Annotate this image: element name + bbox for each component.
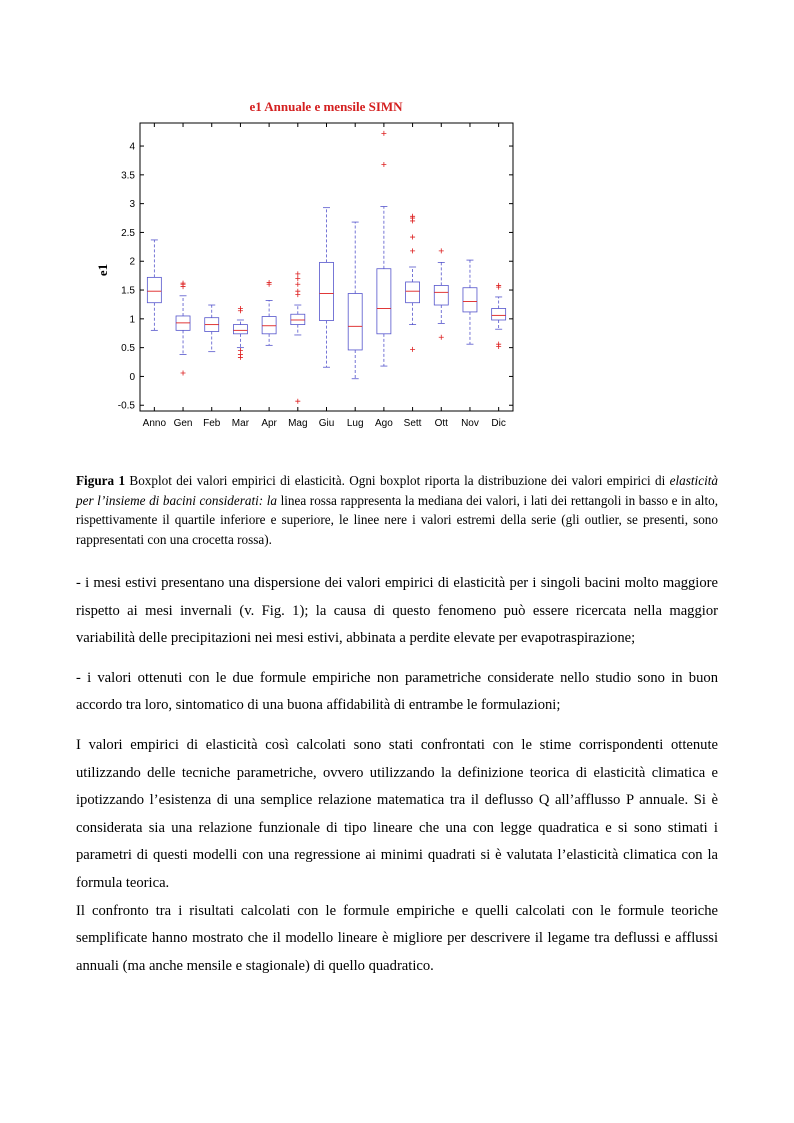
iqr-box xyxy=(463,288,477,312)
box-gen xyxy=(176,281,190,376)
box-feb xyxy=(205,305,219,352)
outlier-marker xyxy=(439,335,444,340)
iqr-box xyxy=(434,285,448,305)
box-anno xyxy=(147,240,161,330)
paragraph-1: - i mesi estivi presentano una dispersione dei valori empirici di elasticità per i singoli bacini molto maggiore rispetto ai mesi invernali (v. Fig. 1); la causa di questo fenomeno può essere ricercata nella maggior variabilità delle precipitazioni nei mesi estivi, abbinata a perdite elevate per evapotraspirazione; xyxy=(76,575,718,647)
y-tick-label: 2 xyxy=(129,256,135,268)
boxes-group xyxy=(147,131,505,404)
x-tick-label: Anno xyxy=(142,418,167,429)
y-tick-label: 0.5 xyxy=(121,343,135,355)
outlier-marker xyxy=(295,276,300,281)
outlier-marker xyxy=(496,342,501,347)
outlier-marker xyxy=(181,370,186,375)
paragraph-3: I valori empirici di elasticità così calcolati sono stati confrontati con le stime corrispondenti ottenute utilizzando delle tecniche parametriche, ovvero utilizzando la definizione teorica di elasticità climatica e ipotizzando l’esistenza di una semplice relazione matematica tra il deflusso Q all’afflusso P annuale. Si è considerata sia una relazione funzionale di tipo lineare che una con legge quadratica e si sono stimati i parametri di questi modelli con una regressione ai minimi quadrati si è valutata l’elasticità climatica con la formula teorica. xyxy=(76,736,718,891)
x-tick-label: Lug xyxy=(346,418,364,429)
outlier-marker xyxy=(410,235,415,240)
outlier-marker xyxy=(238,348,243,353)
box-sett xyxy=(406,214,420,352)
caption-text-1: Boxplot dei valori empirici di elasticità. Ogni boxplot riporta la distribuzione dei valori empirici di xyxy=(125,473,670,488)
iqr-box xyxy=(406,282,420,303)
iqr-box xyxy=(492,308,506,320)
iqr-box xyxy=(348,293,362,349)
y-tick-label: 0 xyxy=(129,371,135,383)
box-ago xyxy=(377,131,391,366)
outlier-marker xyxy=(295,271,300,276)
caption-italic: elasticità per l’insieme di bacini considerati: la xyxy=(76,473,718,508)
outlier-marker xyxy=(295,399,300,404)
caption-label: Figura 1 xyxy=(76,473,126,488)
box-mar xyxy=(233,306,247,360)
y-tick-label: -0.5 xyxy=(117,400,135,412)
y-tick-label: 1.5 xyxy=(121,285,135,297)
x-tick-label: Mag xyxy=(288,418,308,429)
y-tick-label: 4 xyxy=(129,141,135,153)
iqr-box xyxy=(233,325,247,334)
body-text xyxy=(76,570,718,992)
x-tick-label: Ago xyxy=(374,418,393,429)
outlier-marker xyxy=(181,281,186,286)
x-axis-ticks xyxy=(143,123,506,429)
caption-text-2: linea rossa rappresenta la mediana dei valori, i lati dei rettangoli in basso e in alto, rispettivamente il quartile inferiore e superiore, le linee nere i valori estremi della serie (gli outlier, se presenti, sono rappresentati con una crocetta rossa). xyxy=(76,492,718,547)
x-tick-label: Mar xyxy=(231,418,250,429)
box-apr xyxy=(262,280,276,345)
x-tick-label: Gen xyxy=(173,418,193,429)
outlier-marker xyxy=(410,248,415,253)
paragraph-2: - i valori ottenuti con le due formule empiriche non parametriche considerate nello studio sono in buon accordo tra loro, sintomatico di una buona affidabilità di entrambe le formulazioni; xyxy=(76,669,718,714)
x-tick-label: Ott xyxy=(434,418,448,429)
iqr-box xyxy=(147,277,161,302)
box-ott xyxy=(434,248,448,339)
y-tick-label: 3.5 xyxy=(121,170,135,182)
outlier-marker xyxy=(439,248,444,253)
y-axis-label: e1 xyxy=(95,263,110,277)
box-giu xyxy=(320,208,334,368)
outlier-marker xyxy=(238,306,243,311)
x-tick-label: Feb xyxy=(203,418,221,429)
iqr-box xyxy=(262,317,276,334)
y-tick-label: 1 xyxy=(129,314,135,326)
box-mag xyxy=(291,271,305,403)
x-tick-label: Apr xyxy=(261,418,277,429)
box-lug xyxy=(348,222,362,379)
outlier-marker xyxy=(295,282,300,287)
x-tick-label: Sett xyxy=(403,418,422,429)
iqr-box xyxy=(320,262,334,320)
outlier-marker xyxy=(381,131,386,136)
outlier-marker xyxy=(381,162,386,167)
outlier-marker xyxy=(295,289,300,294)
boxplot-chart xyxy=(90,90,530,435)
box-dic xyxy=(492,283,506,349)
x-tick-label: Dic xyxy=(491,418,506,429)
iqr-box xyxy=(291,314,305,324)
y-tick-label: 2.5 xyxy=(121,227,135,239)
y-tick-label: 3 xyxy=(129,199,135,211)
plot-frame xyxy=(140,123,513,411)
figure-caption xyxy=(76,471,718,549)
x-tick-label: Nov xyxy=(461,418,479,429)
box-nov xyxy=(463,260,477,344)
chart-title: e1 Annuale e mensile SIMN xyxy=(249,99,403,114)
x-tick-label: Giu xyxy=(318,418,335,429)
y-axis-ticks xyxy=(118,142,513,412)
outlier-marker xyxy=(410,347,415,352)
iqr-box xyxy=(377,269,391,334)
paragraph-4: Il confronto tra i risultati calcolati con le formule empiriche e quelli calcolati con le formule teoriche semplificate hanno mostrato che il modello lineare è migliore per descrivere il legame tra deflussi e afflussi annuali (ma anche mensile e stagionale) di quello quadratico. xyxy=(76,902,718,974)
